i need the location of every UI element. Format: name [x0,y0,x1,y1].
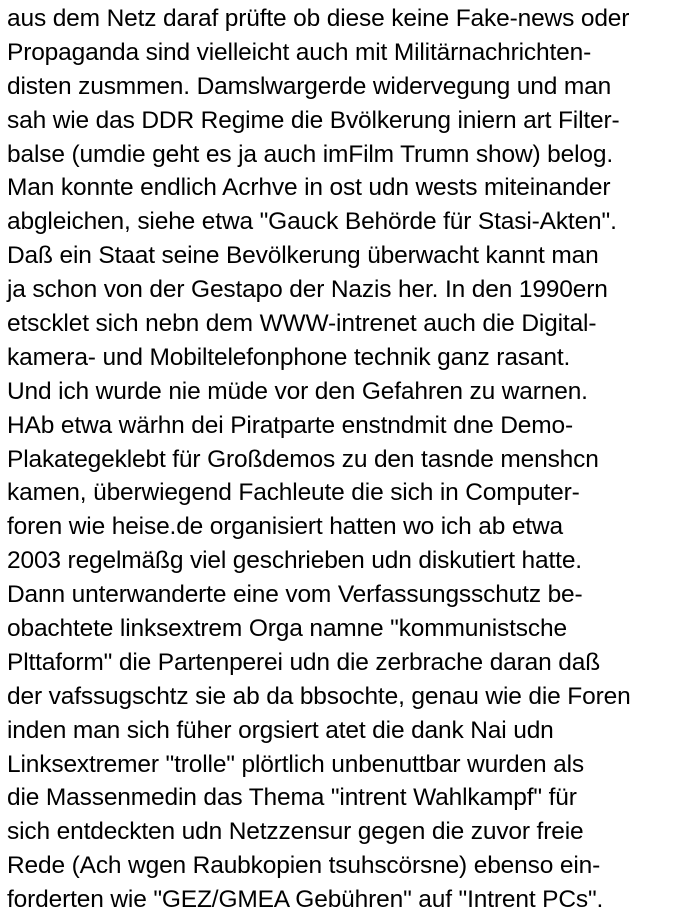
text-line: sah wie das DDR Regime die Bvölkerung iniern art Filter- [7,106,620,134]
text-line: Daß ein Staat seine Bevölkerung überwacht kannt man [7,242,599,270]
text-line: kamera- und Mobiltelefonphone technik ganz rasant. [7,343,571,371]
text-line: etscklet sich nebn dem WWW-intrenet auch die Digital- [7,310,597,338]
body-text [7,2,684,917]
text-line: die Massenmedin das Thema "intrent Wahlkampf" für [7,784,577,812]
text-line: Plttaform" die Partenperei udn die zerbrache daran daß [7,648,601,676]
text-line: kamen, überwiegend Fachleute die sich in Computer- [7,479,580,507]
text-line: balse (umdie geht es ja auch imFilm Trumn show) belog. [7,140,614,168]
text-line: Dann unterwanderte eine vom Verfassungsschutz be- [7,581,583,609]
text-line: der vafssugschtz sie ab da bbsochte, genau wie die Foren [7,682,631,710]
text-line: foren wie heise.de organisiert hatten wo ich ab etwa [7,513,564,541]
text-line: Propaganda sind vielleicht auch mit Militärnachrichten- [7,38,592,66]
text-line: aus dem Netz daraf prüfte ob diese keine Fake-news oder [7,5,630,32]
text-line: 2003 regelmäßg viel geschrieben udn diskutiert hatte. [7,547,582,575]
text-line: forderten wie "GEZ/GMEA Gebühren" auf "Intrent PCs". [7,886,604,914]
text-line: disten zusmmen. Damslwargerde widervegung und man [7,72,612,100]
text-line: abgleichen, siehe etwa "Gauck Behörde für Stasi-Akten". [7,208,617,236]
text-line: Plakategeklebt für Großdemos zu den tasnde menshcn [7,445,599,473]
text-line: HAb etwa wärhn dei Piratparte enstndmit dne Demo- [7,411,573,439]
text-line: Und ich wurde nie müde vor den Gefahren zu warnen. [7,377,588,405]
text-line: Rede (Ach wgen Raubkopien tsuhscörsne) ebenso ein- [7,852,601,880]
text-line: Linksextremer "trolle" plörtlich unbenuttbar wurden als [7,750,585,778]
text-line: Man konnte endlich Acrhve in ost udn wests miteinander [7,174,611,202]
text-line: sich entdeckten udn Netzzensur gegen die zuvor freie [7,818,584,846]
text-line: ja schon von der Gestapo der Nazis her. In den 1990ern [7,276,608,304]
text-line: inden man sich füher orgsiert atet die dank Nai udn [7,716,554,744]
text-line: obachtete linksextrem Orga namne "kommunistsche [7,615,567,643]
